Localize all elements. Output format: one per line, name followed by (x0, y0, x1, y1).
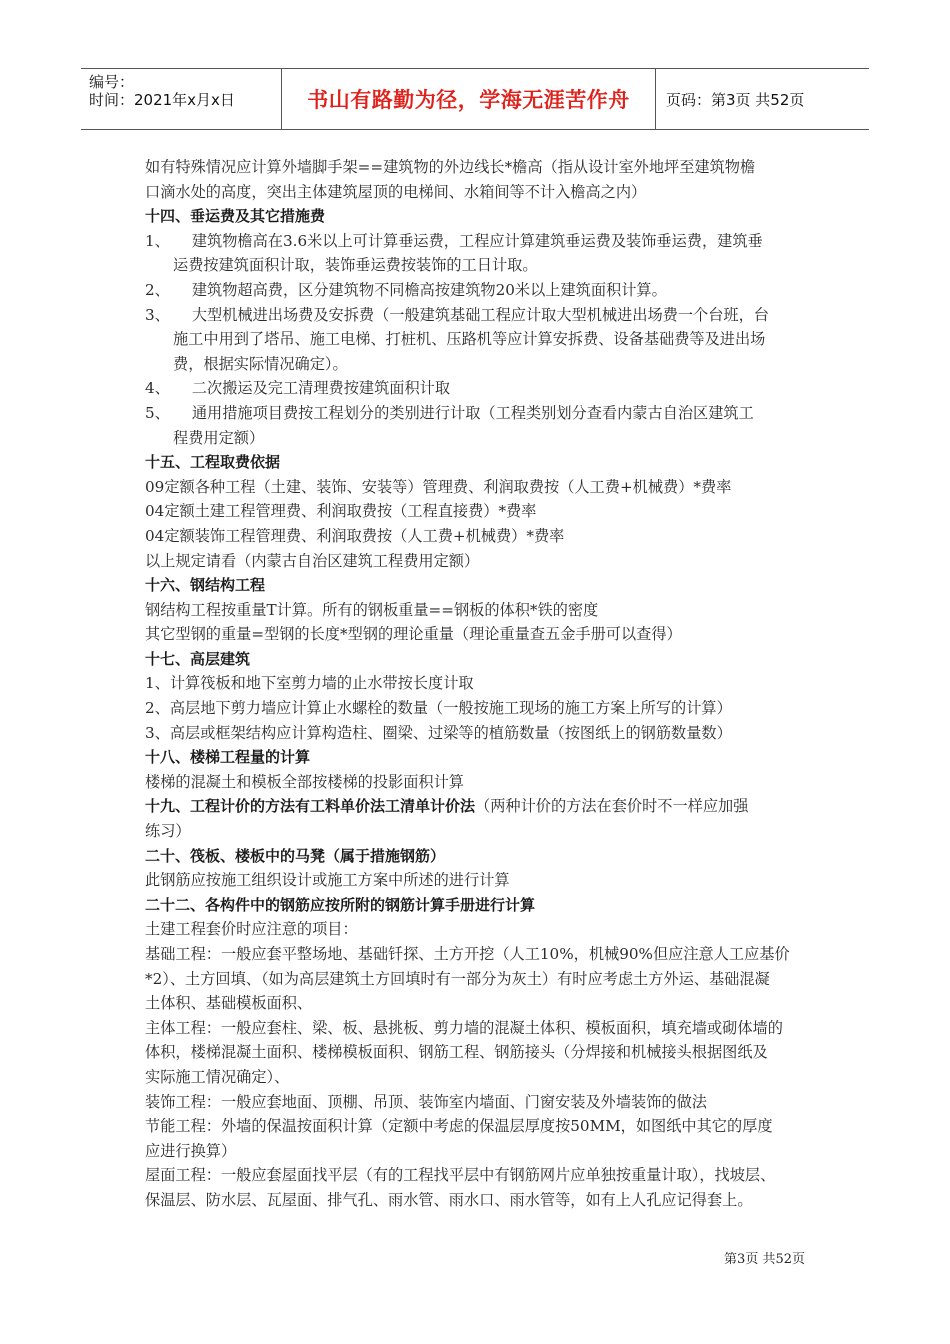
text-line (145, 229, 811, 254)
line-text: 其它型钢的重量=型钢的长度*型钢的理论重量（理论重量查五金手册可以查得） (145, 625, 682, 644)
section-heading (145, 844, 811, 869)
header-meta (81, 69, 282, 129)
line-text: 此钢筋应按施工组织设计或施工方案中所述的进行计算 (145, 871, 510, 890)
text-line (145, 967, 811, 992)
line-text: 二次搬运及完工清理费按建筑面积计取 (187, 379, 451, 398)
text-line (145, 524, 811, 549)
text-line (145, 1163, 811, 1188)
line-text: 楼梯的混凝土和模板全部按楼梯的投影面积计算 (145, 772, 464, 791)
page-header (81, 68, 869, 130)
line-text: 大型机械进出场费及安拆费（一般建筑基础工程应计取大型机械进出场费一个台班，台 (187, 305, 769, 324)
text-line (145, 991, 811, 1016)
line-text: 体积，楼梯混凝土面积、楼梯模板面积、钢筋工程、钢筋接头（分焊接和机械接头根据图纸及 (145, 1043, 768, 1062)
line-text: 运费按建筑面积计取，装饰垂运费按装饰的工日计取。 (173, 256, 538, 275)
line-text: 基础工程：一般应套平整场地、基础钎探、土方开挖（人工10%，机械90%但应注意人工应基价 (145, 945, 790, 963)
list-number: 1、 (145, 231, 170, 250)
text-line (145, 1188, 811, 1213)
line-tail: （两种计价的方法在套价时不一样应加强 (475, 797, 749, 816)
section-heading (145, 573, 811, 598)
text-line (145, 917, 811, 942)
heading-text: 十六、钢结构工程 (145, 576, 266, 595)
line-text: 应进行换算） (145, 1141, 237, 1160)
list-number: 3、 (145, 305, 170, 324)
text-line (145, 942, 811, 967)
text-line (145, 155, 811, 180)
line-text: 2、高层地下剪力墙应计算止水螺栓的数量（一般按施工现场的施工方案上所写的计算） (145, 699, 732, 718)
text-line (145, 1040, 811, 1065)
heading-text: 二十二、各构件中的钢筋应按所附的钢筋计算手册进行计算 (145, 895, 536, 914)
list-number: 5、 (145, 403, 170, 422)
text-line (145, 1139, 811, 1164)
text-line (145, 622, 811, 647)
section-heading (145, 893, 811, 918)
header-time: 时间：2021年x月x日 (89, 91, 235, 109)
text-line (145, 868, 811, 893)
line-text: 屋面工程：一般应套屋面找平层（有的工程找平层中有钢筋网片应单独按重量计取），找坡层、 (145, 1166, 776, 1185)
line-text: 以上规定请看（内蒙古自治区建筑工程费用定额） (145, 551, 480, 570)
line-text: *2）、土方回填、（如为高层建筑土方回填时有一部分为灰土）有时应考虑土方外运、基础混凝 (145, 969, 770, 988)
text-line (145, 819, 811, 844)
line-text: 施工中用到了塔吊、施工电梯、打桩机、压路机等应计算安拆费、设备基础费等及进出场 (173, 330, 766, 349)
line-text: 节能工程：外墙的保温按面积计算（定额中考虑的保温层厚度按50MM，如图纸中其它的厚度 (145, 1117, 773, 1136)
line-text: 3、高层或框架结构应计算构造柱、圈梁、过梁等的植筋数量（按图纸上的钢筋数量数） (145, 723, 732, 742)
text-line (145, 499, 811, 524)
line-text: 练习） (145, 822, 191, 841)
line-text: 通用措施项目费按工程划分的类别进行计取（工程类别划分查看内蒙古自治区建筑工 (187, 403, 754, 422)
line-text: 建筑物檐高在3.6米以上可计算垂运费，工程应计算建筑垂运费及装饰垂运费，建筑垂 (187, 231, 763, 250)
text-line (145, 696, 811, 721)
heading-text: 十七、高层建筑 (145, 649, 251, 668)
page-footer: 第3页 共52页 (724, 1252, 805, 1267)
line-text: 装饰工程：一般应套地面、顶棚、吊顶、装饰室内墙面、门窗安装及外墙装饰的做法 (145, 1092, 707, 1111)
header-page: 页码：第3页 共52页 (666, 90, 805, 109)
line-text: 实际施工情况确定）、 (145, 1067, 290, 1086)
line-text: 1、计算筏板和地下室剪力墙的止水带按长度计取 (145, 674, 474, 693)
heading-text: 十四、垂运费及其它措施费 (145, 207, 326, 226)
section-heading (145, 745, 811, 770)
heading-text: 十五、工程取费依据 (145, 453, 281, 472)
header-motto: 书山有路勤为径，学海无涯苦作舟 (282, 69, 656, 129)
text-line (145, 671, 811, 696)
line-text: 09定额各种工程（土建、装饰、安装等）管理费、利润取费按（人工费+机械费）*费率 (145, 477, 732, 496)
text-line (145, 376, 811, 401)
section-heading (145, 450, 811, 475)
section-heading (145, 794, 811, 819)
text-line (145, 1016, 811, 1041)
list-number: 2、 (145, 280, 170, 299)
heading-text: 十八、楼梯工程量的计算 (145, 748, 311, 767)
document-body (145, 155, 811, 1213)
line-text: 保温层、防水层、瓦屋面、排气孔、雨水管、雨水口、雨水管等，如有上人孔应记得套上。 (145, 1190, 753, 1209)
text-line (145, 475, 811, 500)
list-number: 4、 (145, 379, 170, 398)
line-text: 04定额装饰工程管理费、利润取费按（人工费+机械费）*费率 (145, 526, 565, 545)
text-line (145, 1090, 811, 1115)
line-text: 费，根据实际情况确定）。 (173, 354, 348, 373)
text-line (145, 327, 811, 352)
text-line (145, 401, 811, 426)
text-line (145, 303, 811, 328)
section-heading (145, 647, 811, 672)
text-line (145, 180, 811, 205)
line-text: 口滴水处的高度，突出主体建筑屋顶的电梯间、水箱间等不计入檐高之内） (145, 182, 647, 201)
line-text: 土建工程套价时应注意的项目： (145, 920, 358, 939)
text-line (145, 721, 811, 746)
text-line (145, 426, 811, 451)
section-heading (145, 204, 811, 229)
text-line (145, 770, 811, 795)
text-line (145, 352, 811, 377)
heading-text: 二十、筏板、楼板中的马凳（属于措施钢筋） (145, 846, 446, 865)
line-text: 土体积、基础模板面积、 (145, 994, 313, 1013)
text-line (145, 253, 811, 278)
text-line (145, 598, 811, 623)
header-number: 编号： (89, 73, 135, 91)
line-text: 主体工程：一般应套柱、梁、板、悬挑板、剪力墙的混凝土体积、模板面积，填充墙或砌体墙的 (145, 1018, 783, 1037)
line-text: 程费用定额） (173, 428, 265, 447)
text-line (145, 278, 811, 303)
text-line (145, 549, 811, 574)
text-line (145, 1065, 811, 1090)
line-text: 建筑物超高费，区分建筑物不同檐高按建筑物20米以上建筑面积计算。 (187, 280, 667, 299)
heading-text: 十九、工程计价的方法有工料单价法工清单计价法 (145, 797, 476, 816)
text-line (145, 1114, 811, 1139)
line-text: 如有特殊情况应计算外墙脚手架==建筑物的外边线长*檐高（指从设计室外地坪至建筑物檐 (145, 158, 756, 176)
line-text: 04定额土建工程管理费、利润取费按（工程直接费）*费率 (145, 502, 537, 521)
line-text: 钢结构工程按重量T计算。所有的钢板重量==钢板的体积*铁的密度 (145, 600, 599, 619)
